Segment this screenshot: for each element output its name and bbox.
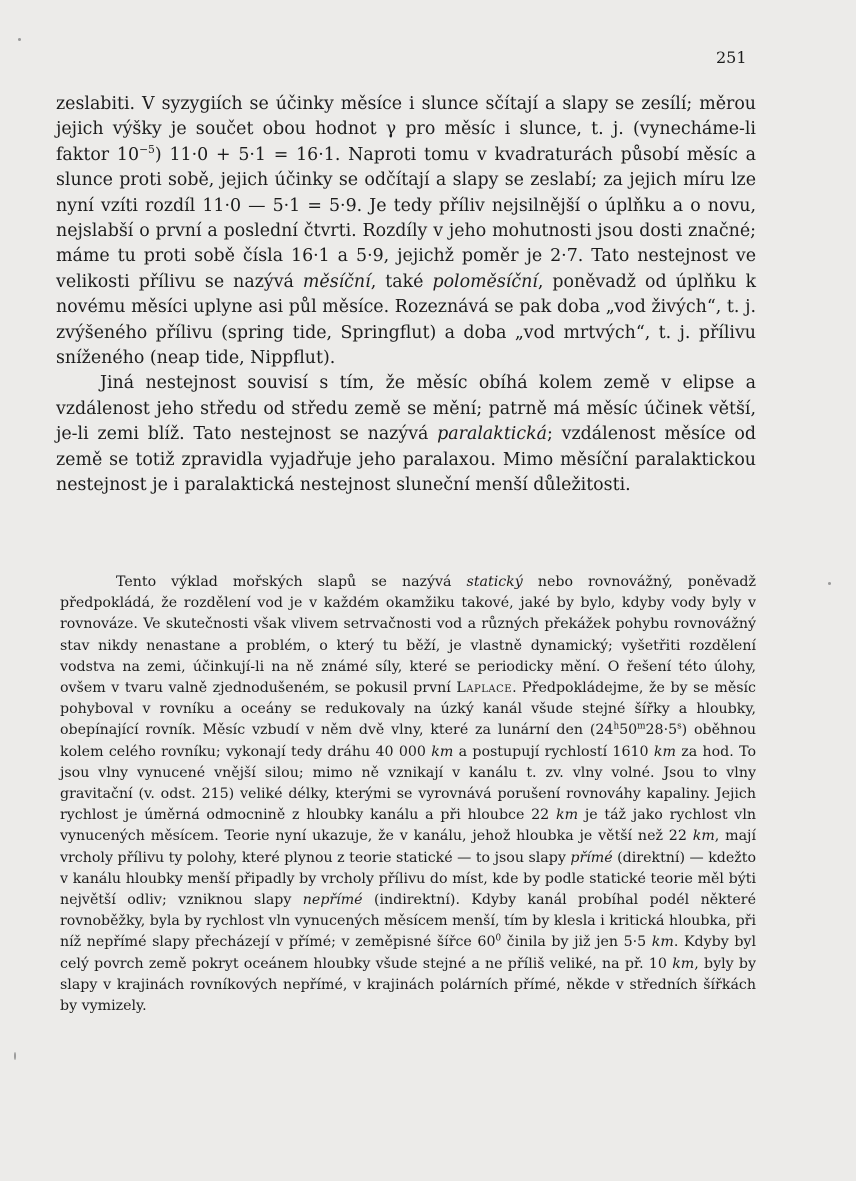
term-paralakticka: paralaktická: [437, 424, 548, 445]
scan-speck: [828, 582, 831, 585]
exponent: −5: [139, 143, 155, 157]
scan-speck: [14, 1052, 16, 1060]
main-text: [56, 92, 756, 499]
term-mesicni: měsíční: [302, 271, 371, 292]
scan-speck: [18, 38, 21, 41]
paragraph-syzygies: zeslabiti. V syzygiích se účinky měsíce i slunce sčítají a slapy se zesílí; měrou jejich výšky je součet obou hodnot γ pro měsíc i slunce, t. j. (vynecháme-li faktor $10^{-5}$) 11·0 + 5·1 = 16·1. Naproti tomu v kvadraturách působí měsíc a slunce proti sobě, jejich účinky se odčítají a slapy se zeslabí; za jejich míru lze nyní vzíti rozdíl 11·0 — 5·1 = 5·9. Je tedy příliv nejsilnější o úplňku a o novu, nejslabší o první a poslední čtvrti. Rozdíly v jeho mohutnosti jsou dosti značné; máme tu proti sobě čísla 16·1 a 5·9, jejichž poměr je 2·7. Tato nestejnost ve velikosti přílivu se nazývá měsíční, také poloměsíční, poněvadž od úplňku k novému měsíci uplyne asi půl měsíce. Rozeznává se pak doba „vod živých“, t. j. zvýšeného přílivu (spring tide, Springflut) a doba „vod mrtvých“, t. j. přílivu sníženého (neap tide, Nippflut).: [56, 94, 756, 369]
small-print-section: [60, 572, 756, 1017]
paragraph-static-theory: Tento výklad mořských slapů se nazývá statický nebo rovnovážný, poněvadž předpokládá, že rozdělení vod je v každém okamžiku takové, jaké by bylo, kdyby vody byly v rovnováze. Ve skutečnosti však vlivem setrvačnosti vod a různých překážek pohybu rovnovážný stav nikdy nenastane a problém, o který tu běží, je vlastně dynamický; vyšetřiti rozdělení vodstva na zemi, účinkují-li na ně známé síly, které se periodicky mění. O řešení této úlohy, ovšem v tvaru valně zjednodušeném, se pokusil první Laplace. Předpokládejme, že by se měsíc pohyboval v rovníku a oceány se redukovaly na úzký kanál všude stejné šířky a hloubky, obepínající rovník. Měsíc vzbudí v něm dvě vlny, které za lunární den $(24^h50^m28\cdot 5^s)$ oběhnou kolem celého rovníku; vykonají tedy dráhu 40 000 km a postupují rychlostí 1610 km za hod. To jsou vlny vynucené vnější silou; mimo ně vznikají v kanálu t. zv. vlny volné. Jsou to vlny gravitační (v. odst. 215) veliké délky, kterými se vyrovnává porušení rovnováhy kapaliny. Jejich rychlost je úměrná odmocnině z hloubky kanálu a při hloubce 22 km je táž jako rychlost vln vynucených měsícem. Teorie nyní ukazuje, že v kanálu, jehož hloubka je větší než 22 km, mají vrcholy přílivu ty polohy, které plynou z teorie statické — to jsou slapy přímé (direktní) — kdežto v kanálu hloubky menší připadly by vrcholy přílivu do míst, kde by podle statické teorie měl býti největší odliv; vzniknou slapy nepřímé (indirektní). Kdyby kanál probíhal podél některé rovnoběžky, byla by rychlost vln vynucených měsícem menší, tím by klesla i kritická hloubka, při níž nepřímé slapy přecházejí v přímé; v zeměpisné šířce $60^0$ činila by již jen 5·5 km. Kdyby byl celý povrch země pokryt oceánem hloubky všude stejné a ne příliš veliké, na př. 10 km, byly by slapy v krajinách rovníkových nepřímé, v krajinách polárních přímé, někde v středních šířkách by vymizely.: [60, 574, 756, 1015]
term-prime: přímé: [570, 849, 613, 866]
term-staticky: statický: [466, 574, 523, 590]
term-neprime: nepřímé: [302, 892, 363, 909]
paragraph-parallactic: Jiná nestejnost souvisí s tím, že měsíc obíhá kolem země v elipse a vzdálenost jeho středu od středu země se mění; patrně má měsíc účinek větší, je-li zemi blíž. Tato nestejnost se nazývá paralaktická; vzdálenost měsíce od země se totiž zpravidla vyjadřuje jeho paralaxou. Mimo měsíční paralaktickou nestejnost je i paralaktická nestejnost sluneční menší důležitosti.: [56, 373, 756, 496]
author-laplace: Laplace: [456, 680, 513, 697]
page-number: 251: [716, 48, 747, 67]
term-polomesicni: poloměsíční: [432, 271, 538, 292]
